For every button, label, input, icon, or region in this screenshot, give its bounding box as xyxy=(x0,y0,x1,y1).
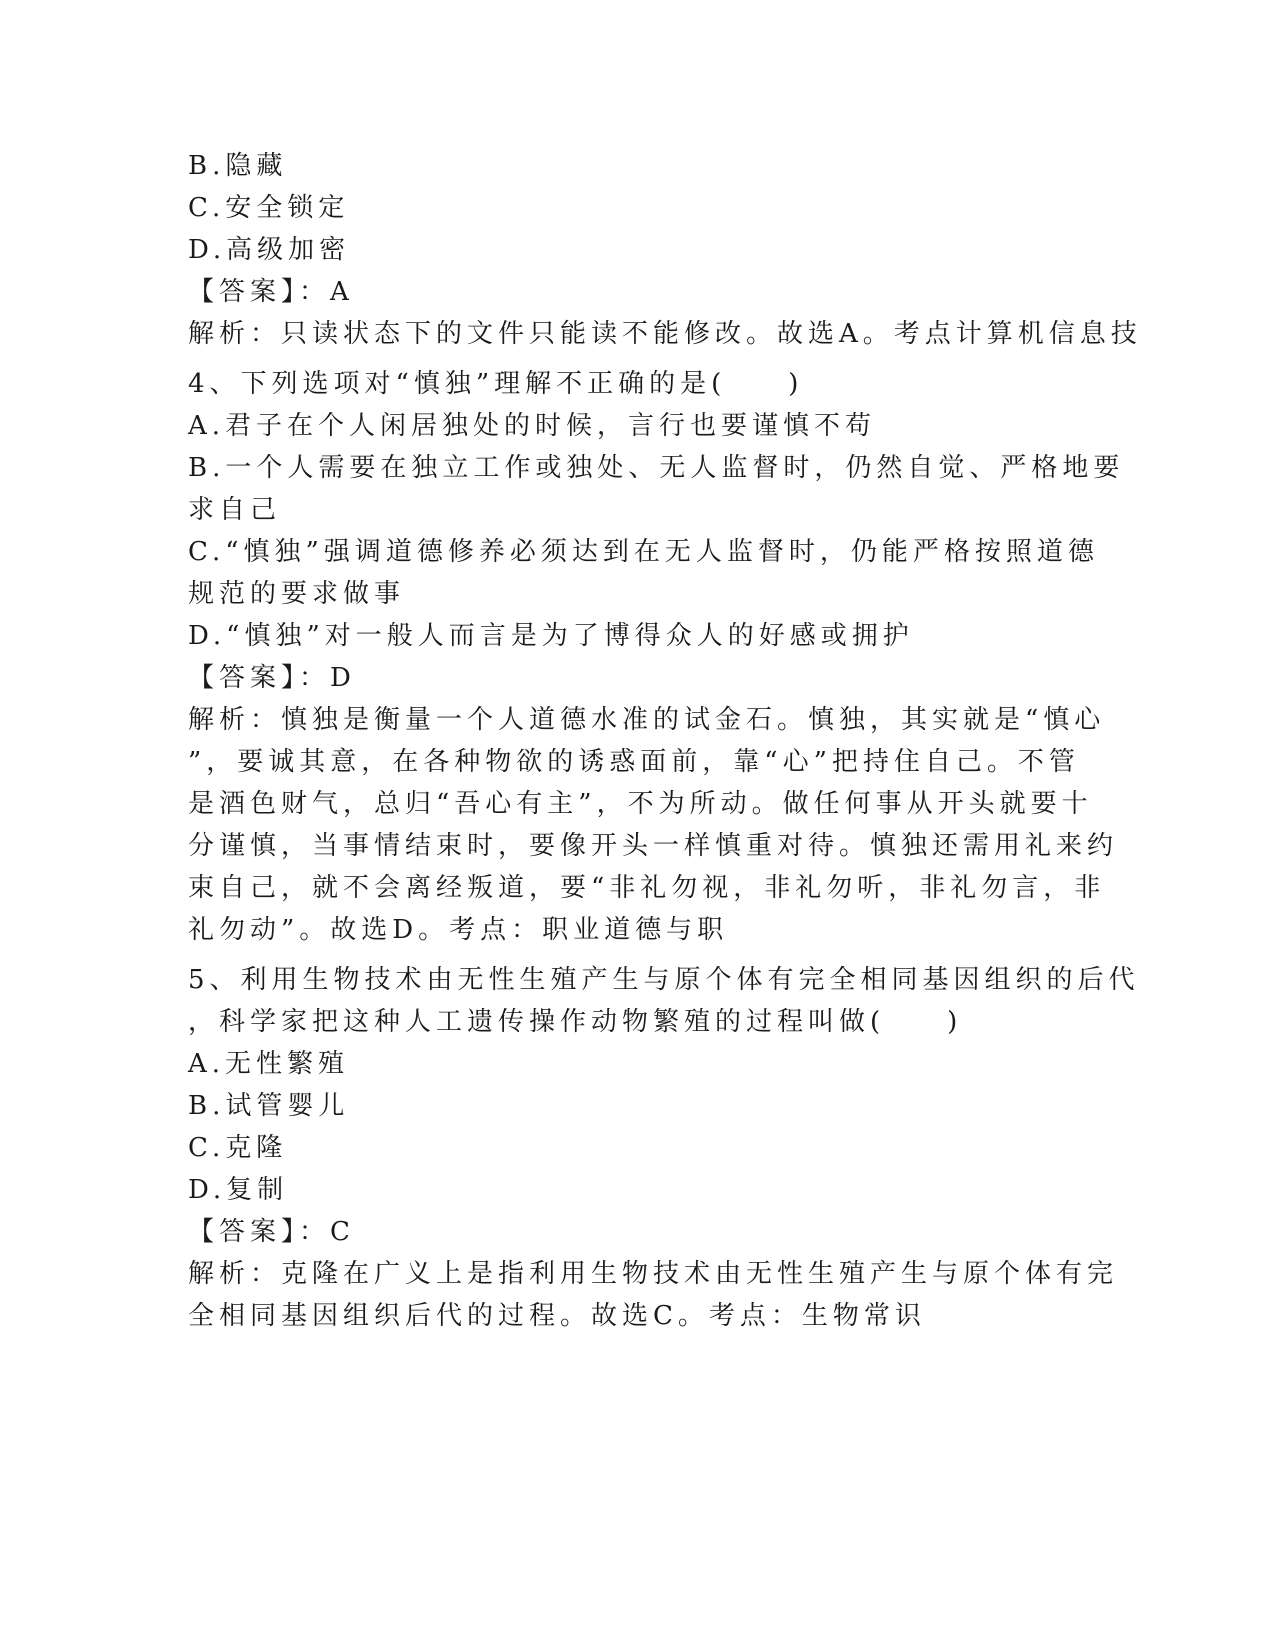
question-stem: 4、下列选项对“慎独”理解不正确的是( ) xyxy=(188,369,804,399)
option-a: A.君子在个人闲居独处的时候，言行也要谨慎不苟 xyxy=(188,411,877,441)
paragraph-gap xyxy=(188,355,1088,363)
answer-line: 【答案】：A xyxy=(188,277,354,307)
explanation-line: 分谨慎，当事情结束时，要像开头一样慎重对待。慎独还需用礼来约 xyxy=(188,831,1119,861)
explanation-line: 全相同基因组织后代的过程。故选C。考点：生物常识 xyxy=(188,1301,926,1331)
paragraph-gap xyxy=(188,951,1088,959)
option-c: C.“慎独”强调道德修养必须达到在无人监督时，仍能严格按照道德 xyxy=(188,537,1099,567)
document-body xyxy=(188,145,1142,1337)
explanation-line: 是酒色财气，总归“吾心有主”，不为所动。做任何事从开头就要十 xyxy=(188,789,1093,819)
question-stem-continued: ，科学家把这种人工遗传操作动物繁殖的过程叫做( ) xyxy=(188,1007,963,1037)
question-stem: 5、利用生物技术由无性生殖产生与原个体有完全相同基因组织的后代 xyxy=(188,965,1140,995)
answer-line: 【答案】：C xyxy=(188,1217,355,1247)
explanation-line: 解析：只读状态下的文件只能读不能修改。故选A。考点计算机信息技 xyxy=(188,319,1142,349)
option-d: D.复制 xyxy=(188,1175,289,1205)
explanation-line: 解析：克隆在广义上是指利用生物技术由无性生殖产生与原个体有完 xyxy=(188,1259,1119,1289)
explanation-line: 束自己，就不会离经叛道，要“非礼勿视，非礼勿听，非礼勿言，非 xyxy=(188,873,1106,903)
answer-line: 【答案】：D xyxy=(188,663,356,693)
explanation-line: 礼勿动”。故选D。考点：职业道德与职 xyxy=(188,915,729,945)
explanation-line: 解析：慎独是衡量一个人道德水准的试金石。慎独，其实就是“慎心 xyxy=(188,705,1106,735)
option-c: C.安全锁定 xyxy=(188,193,350,223)
option-b: B.一个人需要在独立工作或独处、无人监督时，仍然自觉、严格地要 xyxy=(188,453,1125,483)
option-d: D.“慎独”对一般人而言是为了博得众人的好感或拥护 xyxy=(188,621,914,651)
option-b: B.隐藏 xyxy=(188,151,288,181)
option-b-continued: 求自己 xyxy=(188,495,282,525)
question-5 xyxy=(188,959,1140,1337)
option-d: D.高级加密 xyxy=(188,235,351,265)
option-c-continued: 规范的要求做事 xyxy=(188,579,406,609)
question-3-tail xyxy=(188,145,1142,355)
option-c: C.克隆 xyxy=(188,1133,288,1163)
option-b: B.试管婴儿 xyxy=(188,1091,350,1121)
option-a: A.无性繁殖 xyxy=(188,1049,350,1079)
explanation-line: ”，要诚其意，在各种物欲的诱惑面前，靠“心”把持住自己。不管 xyxy=(188,747,1080,777)
question-4 xyxy=(188,363,1125,951)
